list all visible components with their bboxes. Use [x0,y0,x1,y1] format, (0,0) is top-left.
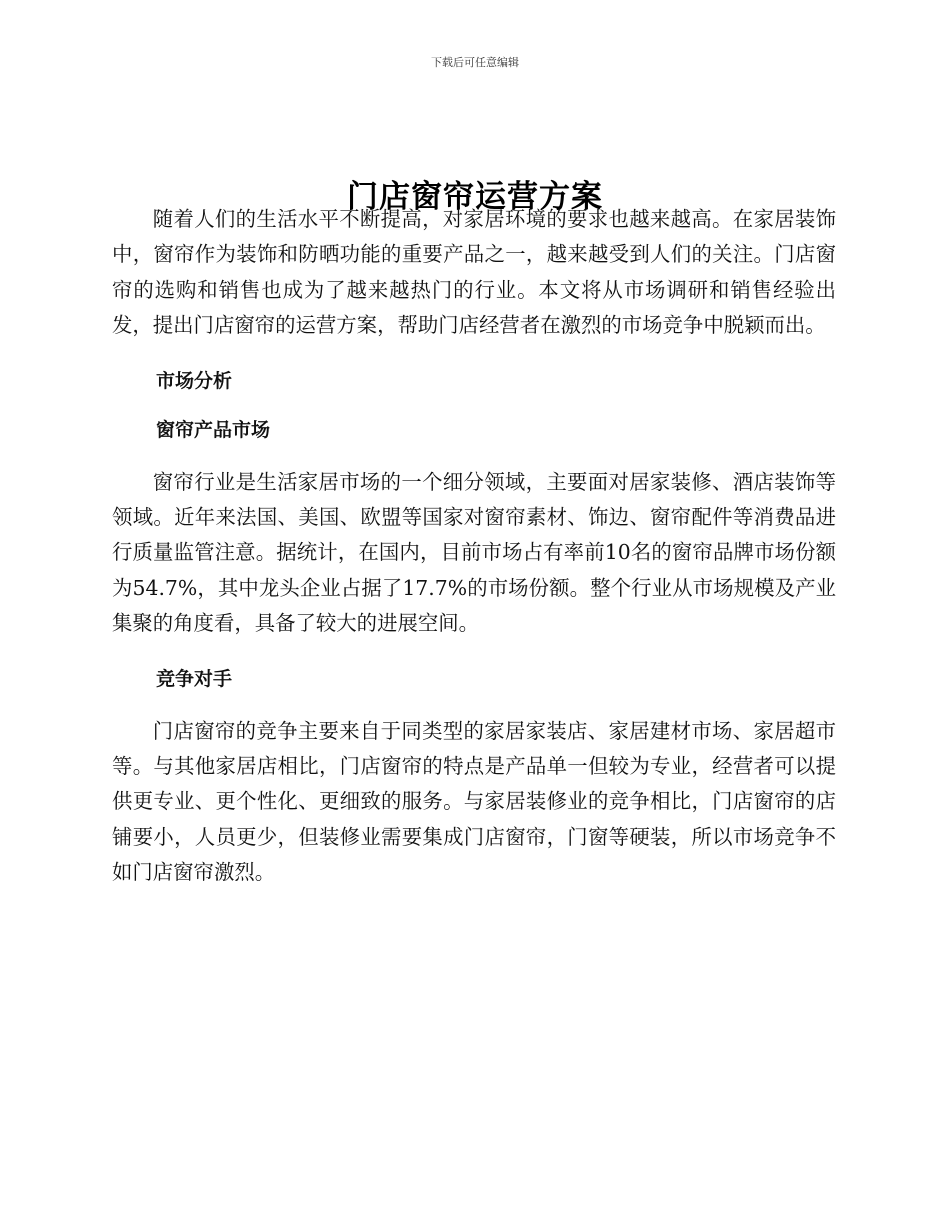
intro-paragraph: 随着人们的生活水平不断提高，对家居环境的要求也越来越高。在家居装饰中，窗帘作为装饰和防晒功能的重要产品之一，越来越受到人们的关注。门店窗帘的选购和销售也成为了越来越热门的行业。本文将从市场调研和销售经验出发，提出门店窗帘的运营方案，帮助门店经营者在激烈的市场竞争中脱颖而出。 [112,207,836,338]
header-note: 下载后可任意编辑 [431,56,519,69]
subsection-heading-competitors: 竞争对手 [156,667,233,690]
section-heading-market-analysis: 市场分析 [156,369,233,392]
document-title: 门店窗帘运营方案 [347,178,603,215]
document-body [112,202,836,891]
subsection-heading-curtain-market: 窗帘产品市场 [156,418,271,441]
competitors-paragraph: 门店窗帘的竞争主要来自于同类型的家居家装店、家居建材市场、家居超市等。与其他家居店相比，门店窗帘的特点是产品单一但较为专业，经营者可以提供更专业、更个性化、更细致的服务。与家居装修业的竞争相比，门店窗帘的店铺要小，人员更少，但装修业需要集成门店窗帘，门窗等硬装，所以市场竞争不如门店窗帘激烈。 [112,718,836,885]
curtain-market-paragraph: 窗帘行业是生活家居市场的一个细分领域，主要面对居家装修、酒店装饰等领域。近年来法国、美国、欧盟等国家对窗帘素材、饰边、窗帘配件等消费品进行质量监管注意。据统计，在国内，目前市场占有率前10名的窗帘品牌市场份额为54.7%，其中龙头企业占据了17.7%的市场份额。整个行业从市场规模及产业集聚的角度看，具备了较大的进展空间。 [112,469,836,636]
